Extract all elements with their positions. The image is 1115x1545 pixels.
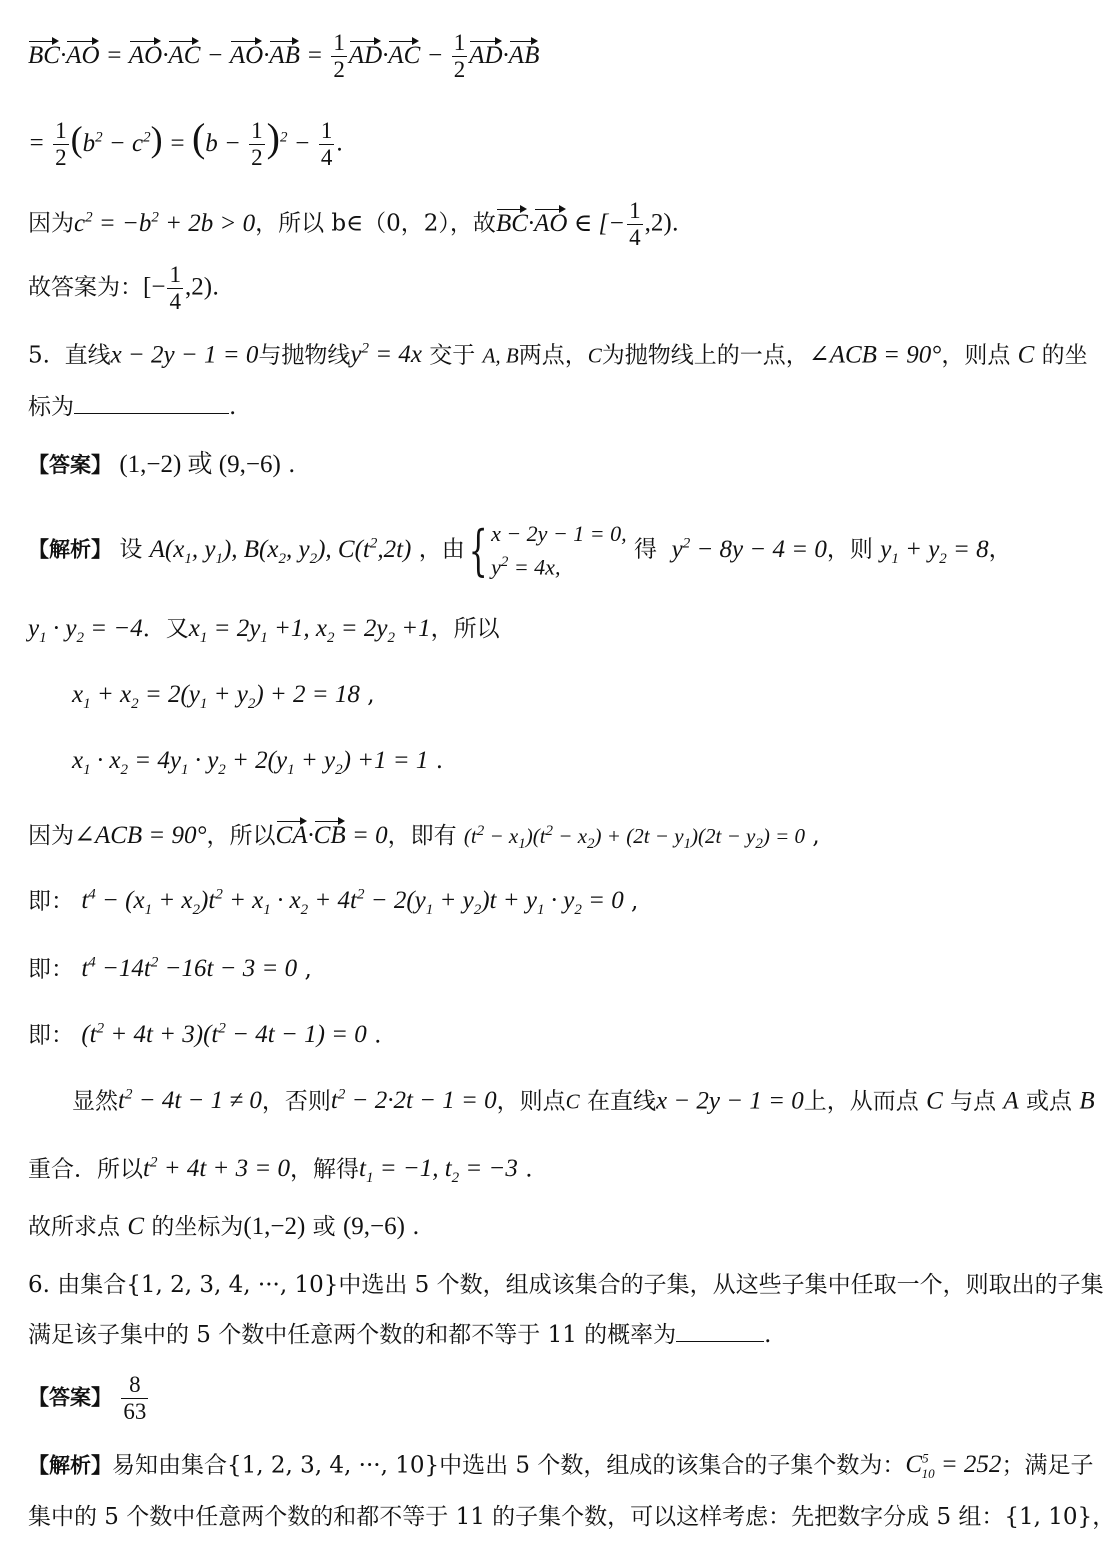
equation-line-1: BC·AO = AO·AC − AO·AB = $\frac{1}{2}$ AD·AC − $\frac{1}{2}$ AD·AB bbox=[28, 30, 540, 82]
answer-5: 【答案】 (1,−2) 或 (9,−6) . bbox=[28, 451, 296, 478]
analysis-6-line-2: 集中的 5 个数中任意两个数的和都不等于 11 的子集个数，可以这样考虑：先把数字分成 5 组：{1, 10}， bbox=[28, 1504, 1115, 1530]
analysis-5-line-2: $y_1 \cdot y_2 = -4$．又$x_1 = 2y_1 +1$, $x_2 = 2y_2 +1$，所以 bbox=[28, 615, 500, 646]
analysis-6-line-1: 【解析】易知由集合{1, 2, 3, 4, ···, 10}中选出 5 个数，组成的该集合的子集个数为：$C^5_{10} = 252$；满足子 bbox=[28, 1451, 1094, 1482]
analysis-5-line-8: 即： $(t^2 + 4t + 3)(t^2 - 4t - 1) = 0$ . bbox=[28, 1021, 382, 1049]
question-6-line-2: 满足该子集中的 5 个数中任意两个数的和都不等于 11 的概率为 . bbox=[28, 1322, 772, 1348]
answer-blank bbox=[676, 1323, 764, 1342]
analysis-5-line-9: 显然$t^2 - 4t - 1 \ne 0$，否则$t^2 - 2\cdot 2t - 1 = 0$，则点C 在直线x − 2y − 1 = 0上，从而点 C 与点 A 或点 B bbox=[72, 1087, 1095, 1115]
analysis-5-line-1: 【解析】 设 $A(x_1$, $y_1$), $B(x_2$, $y_2$), $C(t^2,2t)$ ，由{ x − 2y − 1 = 0, $y^2 = 4x$, 得 $y^2 - 8y - 4 = 0$，则 $y_1 + y_2 = 8$， bbox=[28, 518, 1012, 582]
analysis-5-line-10: 重合．所以$t^2 + 4t + 3 = 0$，解得$t_1 = -1$, $t_2 = -3$ . bbox=[28, 1155, 533, 1187]
answer-6: 【答案】 $\frac{8}{63}$ bbox=[28, 1372, 147, 1424]
equation-line-2: = $\frac{1}{2}$ $(b^2 - c^2) = (b$ − $\frac{1}{2}$ )$^2$ − $\frac{1}{4}$ . bbox=[28, 114, 343, 170]
analysis-5-line-3: $x_1 + x_2 = 2(y_1 + y_2) + 2 = 18$ , bbox=[72, 681, 375, 712]
analysis-5-line-6: 即： $t^4 - (x_1 + x_2)t^2 + x_1 \cdot x_2 + 4t^2 - 2(y_1 + y_2)t + y_1 \cdot y_2 = 0$ , bbox=[28, 887, 639, 919]
question-6-line-1: 6. 由集合{1, 2, 3, 4, ···, 10}中选出 5 个数，组成该集合的子集，从这些子集中任取一个，则取出的子集 bbox=[28, 1272, 1104, 1298]
equation-line-3: 因为$c^2 = -b^2 + 2b > 0$，所以 b∈（0，2），故BC·AO ∈ [− $\frac{1}{4}$ ,2). bbox=[28, 198, 679, 250]
analysis-5-line-4: $x_1 \cdot x_2 = 4y_1 \cdot y_2 + 2(y_1 + y_2) +1 = 1$ . bbox=[72, 747, 444, 778]
question-5-cont: 标为 . bbox=[28, 394, 237, 420]
analysis-5-line-5: 因为∠ACB = 90°，所以CA·CB = 0，即有 $(t^2 - x_1)(t^2 - x_2) + (2t - y_1)(2t - y_2) = 0$ , bbox=[28, 814, 1056, 861]
answer-line-4: 故答案为：[− $\frac{1}{4}$ ,2). bbox=[28, 262, 220, 314]
analysis-5-line-7: 即： $t^4 -14t^2 -16t - 3 = 0$ , bbox=[28, 955, 312, 983]
analysis-5-line-11: 故所求点 C 的坐标为(1,−2) 或 (9,−6) . bbox=[28, 1213, 420, 1240]
answer-blank bbox=[74, 395, 229, 414]
question-5: 5. 直线x − 2y − 1 = 0与抛物线$y^2 = 4x$ 交于 A, B两点，C为抛物线上的一点，∠ACB = 90°，则点 C 的坐 bbox=[28, 341, 1088, 369]
